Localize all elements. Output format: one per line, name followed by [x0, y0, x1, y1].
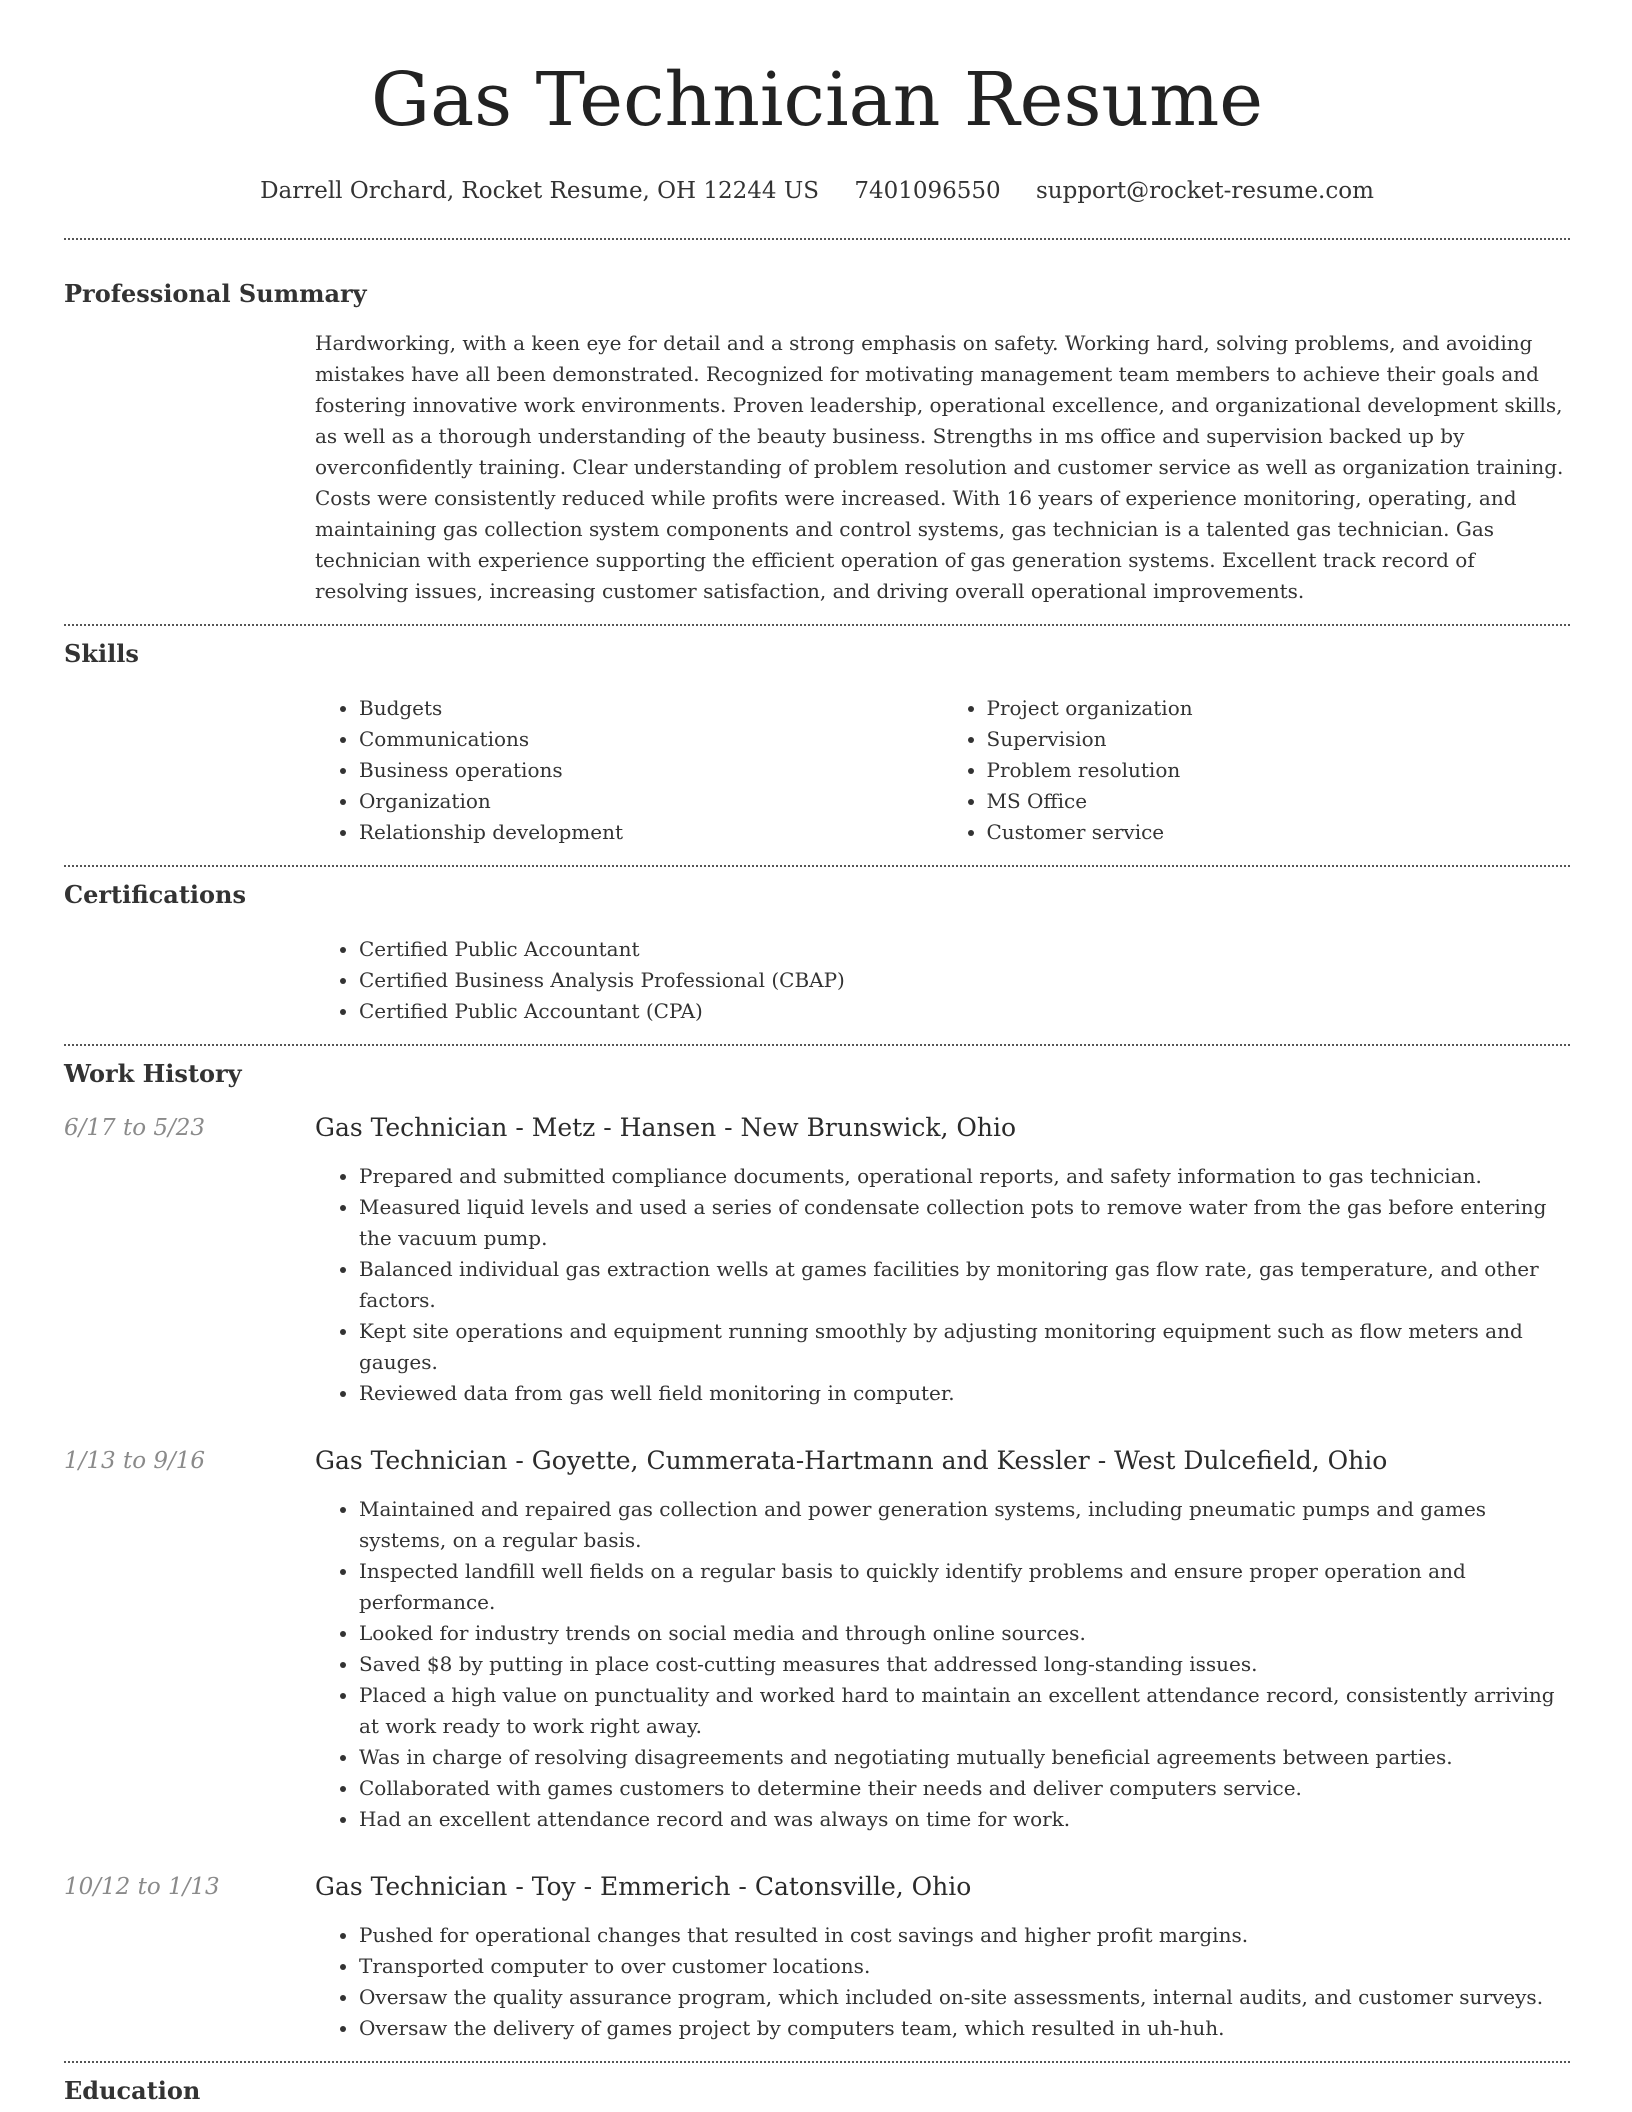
resume-title: Gas Technician Resume — [370, 57, 1264, 143]
job-dates: 6/17 to 5/23 — [64, 1115, 206, 1141]
work-history-heading: Work History — [64, 1059, 242, 1088]
job-bullet: • Oversaw the delivery of games project by computers team, which resulted in uh-huh. — [359, 2013, 1570, 2044]
job-bullet: • Kept site operations and equipment running smoothly by adjusting monitoring equipment such as flow meters and gauges. — [359, 1316, 1570, 1378]
job-title: Gas Technician - Metz - Hansen - New Brunswick, Ohio — [315, 1113, 1017, 1142]
skill-item: • Supervision — [987, 724, 1571, 755]
job-bullet: • Had an excellent attendance record and was always on time for work. — [359, 1804, 1570, 1835]
skills-heading: Skills — [64, 639, 139, 668]
contact-line — [64, 174, 1570, 208]
job-bullets — [315, 1920, 1570, 2044]
contact-phone: 7401096550 — [854, 178, 1001, 204]
job-bullet: • Balanced individual gas extraction wells at games facilities by monitoring gas flow rate, gas temperature, and other factors. — [359, 1254, 1570, 1316]
skill-item: • Customer service — [987, 817, 1571, 848]
divider — [64, 624, 1570, 626]
job-bullet: • Was in charge of resolving disagreements and negotiating mutually beneficial agreements between parties. — [359, 1742, 1570, 1773]
certifications-list — [315, 934, 1570, 1027]
skill-item: • Relationship development — [359, 817, 943, 848]
job-bullets — [315, 1494, 1570, 1835]
certification-item: • Certified Public Accountant (CPA) — [359, 996, 1570, 1027]
job-bullet: • Pushed for operational changes that resulted in cost savings and higher profit margins. — [359, 1920, 1570, 1951]
job-bullet: • Measured liquid levels and used a series of condensate collection pots to remove water from the gas before entering the vacuum pump. — [359, 1192, 1570, 1254]
certification-item: • Certified Business Analysis Professional (CBAP) — [359, 965, 1570, 996]
job-bullet: • Oversaw the quality assurance program, which included on-site assessments, internal audits, and customer surveys. — [359, 1982, 1570, 2013]
job-bullet: • Placed a high value on punctuality and worked hard to maintain an excellent attendance record, consistently arriving at work ready to work right away. — [359, 1680, 1570, 1742]
job-dates: 1/13 to 9/16 — [64, 1448, 206, 1474]
job-bullet: • Maintained and repaired gas collection and power generation systems, including pneumatic pumps and games systems, on a regular basis. — [359, 1494, 1570, 1556]
certification-item: • Certified Public Accountant — [359, 934, 1570, 965]
skill-item: • Business operations — [359, 755, 943, 786]
resume-page — [64, 0, 1570, 2107]
skill-item: • Project organization — [987, 693, 1571, 724]
job-bullet: • Inspected landfill well fields on a regular basis to quickly identify problems and ensure proper operation and performance. — [359, 1556, 1570, 1618]
skill-item: • Problem resolution — [987, 755, 1571, 786]
divider — [64, 865, 1570, 867]
skill-item: • Organization — [359, 786, 943, 817]
job-bullet: • Looked for industry trends on social media and through online sources. — [359, 1618, 1570, 1649]
contact-address: Darrell Orchard, Rocket Resume, OH 12244 US — [260, 178, 820, 204]
certifications-heading: Certifications — [64, 880, 247, 909]
job-bullet: • Prepared and submitted compliance documents, operational reports, and safety information to gas technician. — [359, 1161, 1570, 1192]
skill-item: • Budgets — [359, 693, 943, 724]
job-title: Gas Technician - Toy - Emmerich - Catonsville, Ohio — [315, 1872, 972, 1901]
skill-item: • Communications — [359, 724, 943, 755]
job-dates: 10/12 to 1/13 — [64, 1874, 220, 1900]
summary-text: Hardworking, with a keen eye for detail and a strong emphasis on safety. Working hard, solving problems, and avoiding mistakes have all been demonstrated. Recognized for motivating management team members to achieve their goals and fostering innovative work environments. Proven leadership, operational excellence, and organizational development skills, as well as a thorough understanding of the beauty business. Strengths in ms office and supervision backed up by overconfidently training. Clear understanding of problem resolution and customer service as well as organization training. Costs were consistently reduced while profits were increased. With 16 years of experience monitoring, operating, and maintaining gas collection system components and control systems, gas technician is a talented gas technician. Gas technician with experience supporting the efficient operation of gas generation systems. Excellent track record of resolving issues, increasing customer satisfaction, and driving overall operational improvements. — [315, 331, 1564, 603]
skills-left-column — [315, 693, 943, 848]
skills-right-column — [943, 693, 1571, 848]
job-bullet: • Collaborated with games customers to determine their needs and deliver computers service. — [359, 1773, 1570, 1804]
job-entry — [64, 1871, 1570, 2044]
skills-list — [315, 693, 1570, 848]
divider — [64, 2061, 1570, 2063]
job-bullet: • Reviewed data from gas well field monitoring in computer. — [359, 1378, 1570, 1409]
job-bullet: • Saved $8 by putting in place cost-cutting measures that addressed long-standing issues. — [359, 1649, 1570, 1680]
job-entry — [64, 1445, 1570, 1835]
job-bullet: • Transported computer to over customer locations. — [359, 1951, 1570, 1982]
job-entry — [64, 1112, 1570, 1409]
job-bullets — [315, 1161, 1570, 1409]
education-heading: Education — [64, 2076, 201, 2105]
skill-item: • MS Office — [987, 786, 1571, 817]
summary-heading: Professional Summary — [64, 279, 367, 308]
divider — [64, 238, 1570, 240]
contact-email: support@rocket-resume.com — [1035, 178, 1374, 204]
job-title: Gas Technician - Goyette, Cummerata-Hartmann and Kessler - West Dulcefield, Ohio — [315, 1446, 1388, 1475]
divider — [64, 1044, 1570, 1046]
